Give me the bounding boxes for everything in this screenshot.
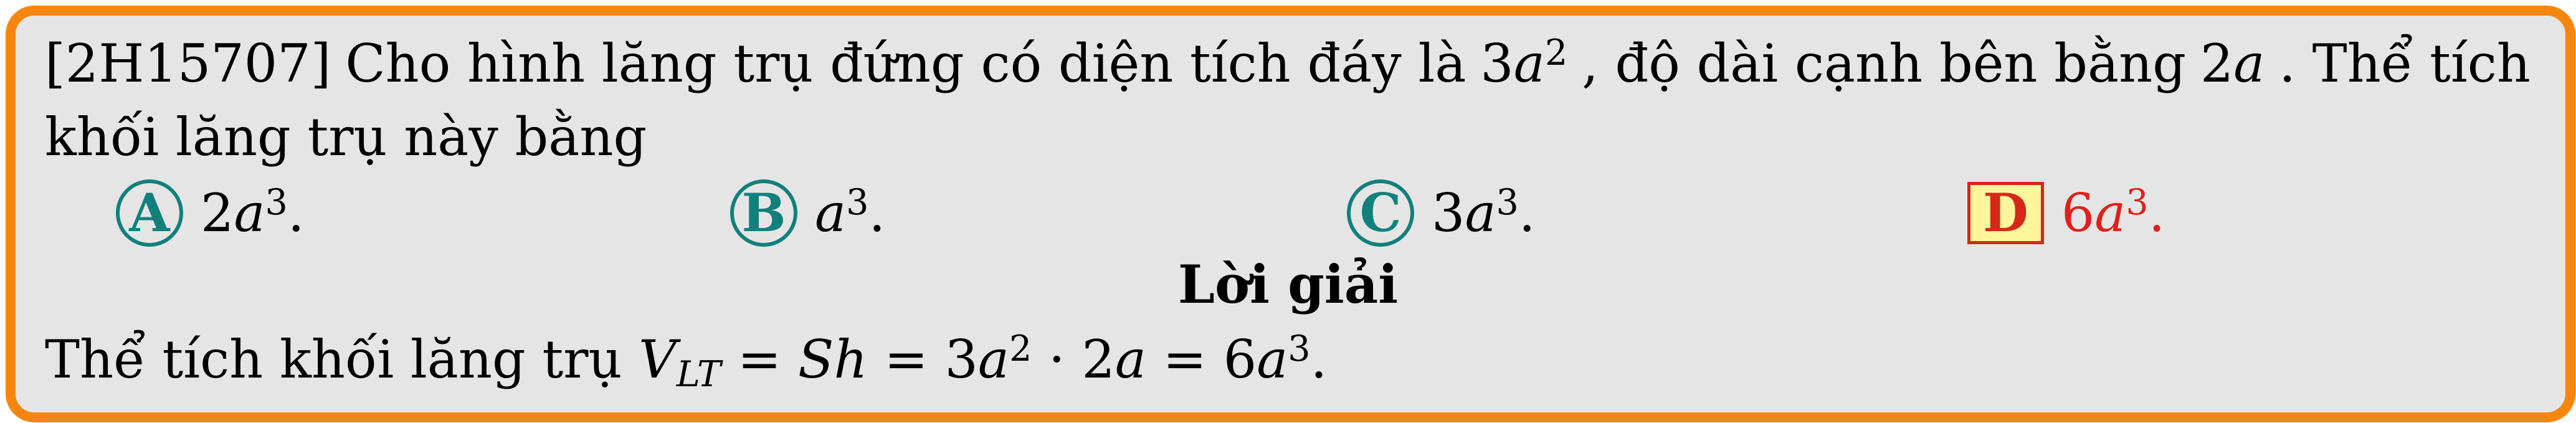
option-a-marker: A (116, 179, 183, 247)
option-a-value: $2a^3$. (201, 181, 305, 244)
question-text-b: , độ dài cạnh bên bằng (1582, 33, 2186, 94)
solution-heading: Lời giải (1177, 254, 1399, 315)
option-d-value: $6a^3$. (2061, 181, 2165, 244)
question-text-a: Cho hình lăng trụ đứng có diện tích đáy là (345, 33, 1466, 94)
base-area: $3a^2$ (1480, 32, 1568, 94)
solution-line: Thể tích khối lăng trụ $V_{LT} = Sh = 3a^2 \cdot 2a = 6a^3$. (45, 328, 1328, 396)
option-b[interactable] (730, 179, 885, 247)
question-line-1 (45, 32, 2531, 94)
option-d-marker: D (1967, 182, 2044, 244)
question-code: [2H15707] (45, 33, 331, 94)
option-c-value: $3a^3$. (1432, 181, 1536, 244)
question-text-c: . Thể tích (2279, 33, 2531, 94)
option-c-marker: C (1347, 179, 1414, 247)
option-b-value: $a^3$. (815, 181, 886, 244)
option-d[interactable] (1967, 179, 2165, 247)
option-b-marker: B (730, 179, 797, 247)
side-length: 2a (2200, 33, 2265, 94)
question-line-2: khối lăng trụ này bằng (45, 107, 647, 168)
option-a[interactable] (116, 179, 305, 247)
option-c[interactable] (1347, 179, 1536, 247)
